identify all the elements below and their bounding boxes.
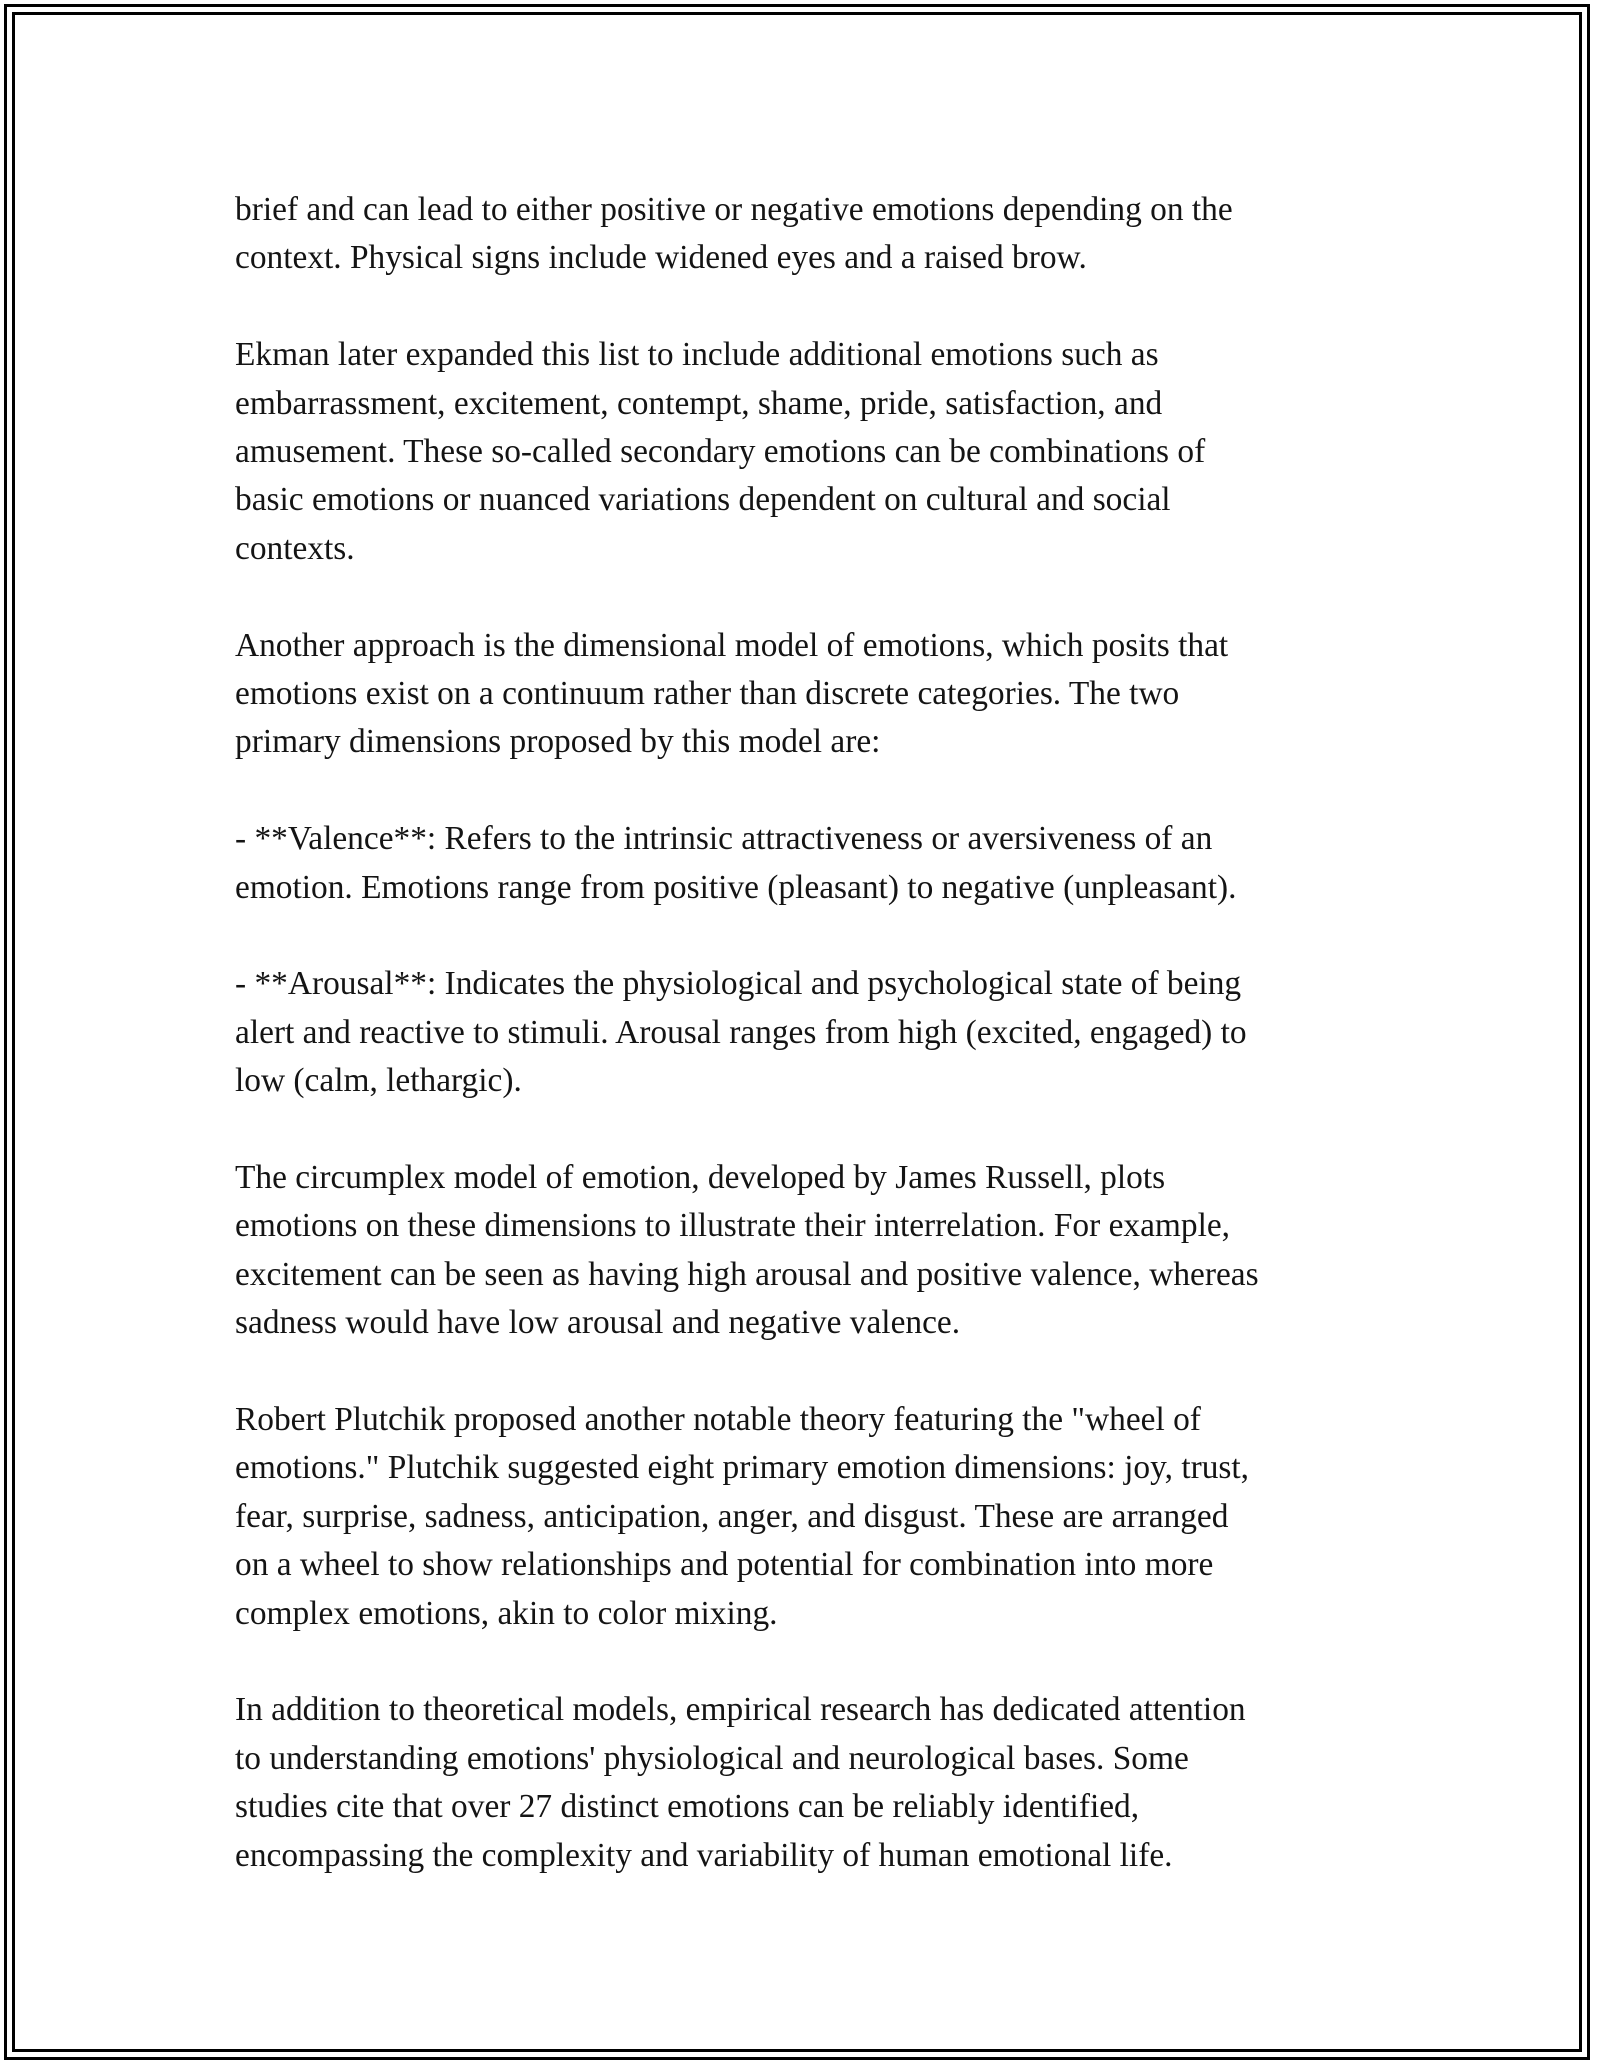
list-item-valence: - **Valence**: Refers to the intrinsic attractiveness or aversiveness of an emotion. Emotions range from positive (pleasant) to negative (unpleasant). xyxy=(235,820,1237,906)
paragraph-dimensional-model: Another approach is the dimensional model of emotions, which posits that emotions exist on a continuum rather than discrete categories. The two primary dimensions proposed by this model are: xyxy=(235,626,1229,761)
paragraph-plutchik-wheel: Robert Plutchik proposed another notable theory featuring the "wheel of emotions." Plutchik suggested eight primary emotion dimensions: joy, trust, fear, surprise, sadness, anticipation, anger, and disgust. These are arranged on a wheel to show relationships and potential for combination into more complex emotions, akin to color mixing. xyxy=(235,1401,1250,1632)
paragraph-ekman-expansion: Ekman later expanded this list to include additional emotions such as embarrassment, excitement, contempt, shame, pride, satisfaction, and amusement. These so-called secondary emotions can be combinations of basic emotions or nuanced variations dependent on cultural and social contexts. xyxy=(235,336,1206,567)
paragraph-surprise-continued: brief and can lead to either positive or negative emotions depending on the context. Physical signs include widened eyes and a raised brow. xyxy=(235,191,1233,277)
paragraph-empirical-research: In addition to theoretical models, empirical research has dedicated attention to understanding emotions' physiological and neurological bases. Some studies cite that over 27 distinct emotions can be reliably identified, encompassing the complexity and variability of human emotional life. xyxy=(235,1691,1246,1874)
list-item-arousal: - **Arousal**: Indicates the physiological and psychological state of being alert and reactive to stimuli. Arousal ranges from high (excited, engaged) to low (calm, lethargic). xyxy=(235,965,1247,1100)
paragraph-circumplex-model: The circumplex model of emotion, developed by James Russell, plots emotions on these dimensions to illustrate their interrelation. For example, excitement can be seen as having high arousal and positive valence, whereas sadness would have low arousal and negative valence. xyxy=(235,1159,1259,1342)
document-body xyxy=(235,186,1365,1929)
